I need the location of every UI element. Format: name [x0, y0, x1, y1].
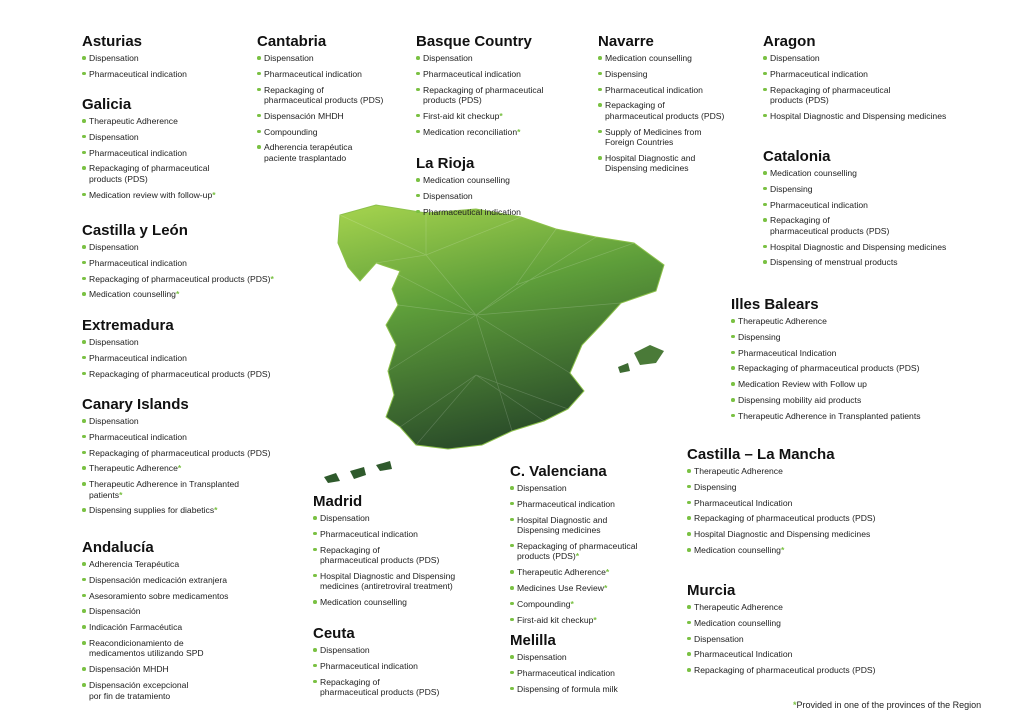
- region-castilla-leon: [82, 222, 274, 305]
- service-item: Repackaging of pharmaceutical products (PDS): [416, 85, 543, 106]
- service-item: Dispensación medicación extranjera: [82, 575, 228, 586]
- service-item: Medication counselling*: [687, 545, 876, 556]
- region-name: Aragon: [763, 33, 816, 50]
- service-item: Dispensation: [763, 53, 946, 64]
- balearic-islands-shape: [634, 345, 664, 365]
- service-item: Pharmaceutical Indication: [687, 498, 876, 509]
- region-name: Catalonia: [763, 148, 831, 165]
- service-item: Hospital Diagnostic and Dispensing medicines: [763, 242, 946, 253]
- region-name: Murcia: [687, 582, 736, 599]
- footnote-mark: *: [793, 700, 797, 710]
- service-item: Dispensation: [510, 652, 618, 663]
- region-la-rioja: [416, 155, 521, 222]
- service-item: Supply of Medicines from Foreign Countries: [598, 127, 724, 148]
- region-name: Castilla y León: [82, 222, 188, 239]
- province-mark: *: [214, 505, 218, 516]
- service-item: Dispensing mobility aid products: [731, 395, 921, 406]
- region-name: Canary Islands: [82, 396, 189, 413]
- service-item: Dispensación MHDH: [257, 111, 383, 122]
- service-item: Dispensing: [763, 184, 946, 195]
- province-mark: *: [177, 463, 182, 474]
- service-item: Pharmaceutical indication: [763, 69, 946, 80]
- service-item: Therapeutic Adherence: [687, 466, 876, 477]
- province-mark: *: [570, 598, 574, 609]
- service-item: Medication counselling: [313, 597, 455, 608]
- service-item: Hospital Diagnostic and Dispensing medicines (antiretroviral treatment): [313, 571, 455, 592]
- region-name: Andalucía: [82, 539, 154, 556]
- service-item: Repackaging of pharmaceutical products (PDS): [82, 369, 271, 380]
- service-item: Adherencia terapéutica paciente trasplantado: [257, 142, 383, 163]
- service-item: First-aid kit checkup*: [416, 111, 543, 122]
- service-item: Therapeutic Adherence: [82, 116, 216, 127]
- service-item: Dispensation: [416, 191, 521, 202]
- balearic-islands-shape-2: [618, 363, 630, 373]
- service-item: Dispensation: [82, 416, 292, 427]
- spain-map: [316, 195, 696, 495]
- service-item: Dispensación: [82, 606, 228, 617]
- footnote: [793, 700, 981, 710]
- service-item: Repackaging of pharmaceutical products (PDS): [598, 100, 724, 121]
- region-andalucia: [82, 539, 228, 706]
- service-item: Repackaging of pharmaceutical products (PDS): [763, 215, 946, 236]
- services-list: [731, 316, 921, 421]
- province-mark: *: [212, 189, 216, 200]
- service-item: Reacondicionamiento de medicamentos utilizando SPD: [82, 638, 228, 659]
- service-item: Medication counselling*: [82, 289, 274, 300]
- service-item: Pharmaceutical indication: [82, 258, 274, 269]
- service-item: Repackaging of pharmaceutical products (PDS): [82, 448, 292, 459]
- service-item: Therapeutic Adherence: [687, 602, 876, 613]
- service-item: Therapeutic Adherence: [731, 316, 921, 327]
- service-item: Dispensing: [598, 69, 724, 80]
- service-item: Dispensation: [257, 53, 383, 64]
- service-item: Pharmaceutical indication: [82, 432, 292, 443]
- region-ceuta: [313, 625, 439, 703]
- service-item: Hospital Diagnostic and Dispensing medicines: [687, 529, 876, 540]
- service-item: Dispensación excepcional por fin de tratamiento: [82, 680, 228, 701]
- services-list: [598, 53, 724, 174]
- region-name: La Rioja: [416, 155, 475, 172]
- services-list: [82, 416, 292, 516]
- region-extremadura: [82, 317, 271, 384]
- service-item: Therapeutic Adherence in Transplanted patients: [731, 411, 921, 422]
- service-item: Medication Review with Follow up: [731, 379, 921, 390]
- service-item: Medication counselling: [763, 168, 946, 179]
- services-list: [82, 559, 228, 701]
- services-list: [687, 466, 876, 555]
- service-item: Dispensation: [416, 53, 543, 64]
- service-item: Pharmaceutical indication: [416, 69, 543, 80]
- region-cantabria: [257, 33, 383, 169]
- service-item: Dispensation: [313, 513, 455, 524]
- region-galicia: [82, 96, 216, 205]
- region-name: Basque Country: [416, 33, 532, 50]
- services-list: [82, 337, 271, 379]
- province-mark: *: [605, 567, 610, 578]
- service-item: Medication counselling: [598, 53, 724, 64]
- service-item: Asesoramiento sobre medicamentos: [82, 591, 228, 602]
- region-catalonia: [763, 148, 946, 273]
- region-name: Melilla: [510, 632, 556, 649]
- region-madrid: [313, 493, 455, 613]
- province-mark: *: [270, 273, 274, 284]
- service-item: Repackaging of pharmaceutical products (PDS): [313, 545, 455, 566]
- service-item: Pharmaceutical indication: [313, 529, 455, 540]
- service-item: Medicines Use Review*: [510, 583, 637, 594]
- service-item: Pharmaceutical Indication: [731, 348, 921, 359]
- services-list: [82, 242, 274, 300]
- province-mark: *: [593, 614, 597, 625]
- service-item: Therapeutic Adherence*: [82, 463, 292, 474]
- region-name: C. Valenciana: [510, 463, 607, 480]
- services-list: [510, 652, 618, 694]
- service-item: Medication counselling: [416, 175, 521, 186]
- service-item: Pharmaceutical indication: [82, 69, 187, 80]
- service-item: Hospital Diagnostic and Dispensing medicines: [598, 153, 724, 174]
- service-item: Hospital Diagnostic and Dispensing medicines: [510, 515, 637, 536]
- service-item: Compounding*: [510, 599, 637, 610]
- mainland-shape: [338, 205, 664, 449]
- canary-islands-shape: [324, 461, 392, 483]
- services-list: [416, 53, 543, 137]
- service-item: Pharmaceutical Indication: [687, 649, 876, 660]
- service-item: Pharmaceutical indication: [510, 668, 618, 679]
- region-melilla: [510, 632, 618, 699]
- province-mark: *: [175, 289, 180, 300]
- region-aragon: [763, 33, 946, 127]
- service-item: Pharmaceutical indication: [82, 353, 271, 364]
- services-list: [313, 513, 455, 608]
- service-item: Indicación Farmacéutica: [82, 622, 228, 633]
- service-item: Pharmaceutical indication: [510, 499, 637, 510]
- service-item: Dispensation: [687, 634, 876, 645]
- service-item: Pharmaceutical indication: [313, 661, 439, 672]
- service-item: Pharmaceutical indication: [598, 85, 724, 96]
- region-name: Extremadura: [82, 317, 174, 334]
- service-item: Dispensation: [82, 242, 274, 253]
- services-list: [82, 53, 187, 79]
- service-item: Therapeutic Adherence in Transplanted patients*: [82, 479, 292, 500]
- services-list: [416, 175, 521, 217]
- services-list: [687, 602, 876, 676]
- service-item: Hospital Diagnostic and Dispensing medicines: [763, 111, 946, 122]
- service-item: Dispensing of menstrual products: [763, 257, 946, 268]
- service-item: Repackaging of pharmaceutical products (PDS): [82, 163, 216, 184]
- service-item: Dispensation: [82, 53, 187, 64]
- footnote-text: Provided in one of the provinces of the Region: [796, 700, 982, 710]
- region-asturias: [82, 33, 187, 85]
- services-list: [510, 483, 637, 625]
- province-mark: *: [575, 551, 580, 562]
- service-item: Compounding: [257, 127, 383, 138]
- service-item: Medication review with follow-up*: [82, 190, 216, 201]
- service-item: Dispensation: [82, 337, 271, 348]
- service-item: Repackaging of pharmaceutical products (PDS)*: [82, 274, 274, 285]
- service-item: Adherencia Terapéutica: [82, 559, 228, 570]
- region-navarre: [598, 33, 724, 179]
- region-illes-balears: [731, 296, 921, 427]
- region-basque-country: [416, 33, 543, 142]
- service-item: Pharmaceutical indication: [257, 69, 383, 80]
- region-canary-islands: [82, 396, 292, 521]
- region-name: Navarre: [598, 33, 654, 50]
- service-item: Dispensación MHDH: [82, 664, 228, 675]
- region-name: Galicia: [82, 96, 132, 113]
- services-list: [763, 53, 946, 121]
- region-c-valenciana: [510, 463, 637, 630]
- service-item: Pharmaceutical indication: [763, 200, 946, 211]
- service-item: Repackaging of pharmaceutical products (PDS): [313, 677, 439, 698]
- region-name: Madrid: [313, 493, 363, 510]
- province-mark: *: [119, 489, 123, 500]
- region-castilla-la-mancha: [687, 446, 876, 561]
- service-item: Medication reconciliation*: [416, 127, 543, 138]
- service-item: Repackaging of pharmaceutical products (PDS): [731, 363, 921, 374]
- region-name: Asturias: [82, 33, 143, 50]
- services-list: [313, 645, 439, 698]
- service-item: Dispensing of formula milk: [510, 684, 618, 695]
- service-item: Therapeutic Adherence*: [510, 567, 637, 578]
- region-name: Ceuta: [313, 625, 355, 642]
- service-item: Dispensation: [82, 132, 216, 143]
- province-mark: *: [517, 126, 521, 137]
- service-item: Dispensing supplies for diabetics*: [82, 505, 292, 516]
- province-mark: *: [780, 544, 785, 555]
- province-mark: *: [499, 110, 503, 121]
- province-mark: *: [603, 582, 608, 593]
- service-item: Repackaging of pharmaceutical products (PDS): [687, 665, 876, 676]
- service-item: Pharmaceutical indication: [416, 207, 521, 218]
- service-item: Dispensation: [510, 483, 637, 494]
- services-list: [82, 116, 216, 200]
- service-item: Repackaging of pharmaceutical products (PDS): [257, 85, 383, 106]
- service-item: Dispensing: [731, 332, 921, 343]
- services-list: [257, 53, 383, 163]
- service-item: Dispensation: [313, 645, 439, 656]
- region-name: Cantabria: [257, 33, 327, 50]
- service-item: Pharmaceutical indication: [82, 148, 216, 159]
- region-murcia: [687, 582, 876, 681]
- service-item: Medication counselling: [687, 618, 876, 629]
- services-list: [763, 168, 946, 268]
- service-item: Repackaging of pharmaceutical products (PDS): [763, 85, 946, 106]
- service-item: First-aid kit checkup*: [510, 615, 637, 626]
- service-item: Repackaging of pharmaceutical products (PDS)*: [510, 541, 637, 562]
- service-item: Dispensing: [687, 482, 876, 493]
- region-name: Illes Balears: [731, 296, 819, 313]
- region-name: Castilla – La Mancha: [687, 446, 835, 463]
- service-item: Repackaging of pharmaceutical products (PDS): [687, 513, 876, 524]
